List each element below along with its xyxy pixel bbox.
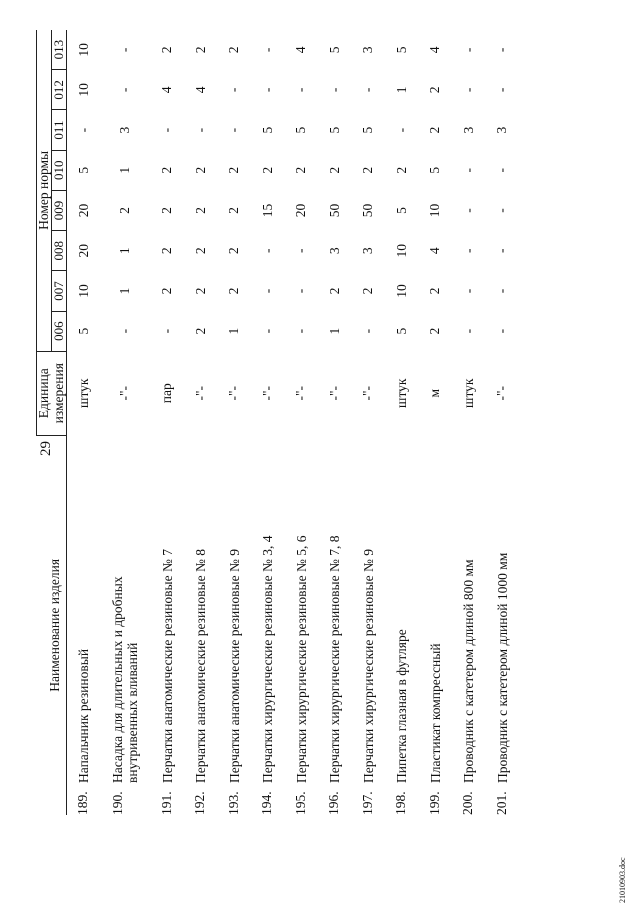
- row-value: 5: [393, 46, 409, 54]
- row-value: 20: [293, 203, 309, 218]
- header-unit-line2: измерения: [50, 363, 66, 424]
- row-value: -: [259, 248, 275, 253]
- row-value: -: [75, 127, 91, 133]
- row-value: 1: [117, 166, 133, 174]
- row-value: -: [259, 47, 275, 53]
- header-code: 008: [52, 231, 67, 271]
- row-value: 3: [117, 126, 133, 134]
- row-unit: штук: [393, 378, 409, 408]
- row-value: 10: [393, 243, 409, 258]
- table-row: [452, 30, 486, 815]
- row-name: Перчатки хирургические резиновые № 7, 8: [327, 535, 343, 783]
- row-value: 1: [226, 327, 242, 335]
- row-value: 5: [393, 207, 409, 214]
- row-name: Перчатки хирургические резиновые № 3, 4: [260, 535, 276, 783]
- row-value: 10: [75, 284, 91, 298]
- row-value: -: [159, 127, 175, 133]
- table-row: [284, 30, 318, 815]
- row-value: 4: [159, 86, 175, 94]
- row-value: 2: [192, 327, 208, 335]
- row-value: -: [117, 47, 133, 53]
- row-value: -: [494, 328, 510, 334]
- row-unit: штук: [75, 378, 91, 408]
- row-number: 200.: [460, 791, 476, 815]
- row-unit: пар: [159, 383, 175, 404]
- header-norm-group: Номер нормы: [37, 30, 52, 351]
- header-code: 011: [52, 110, 67, 150]
- row-value: 2: [427, 287, 443, 295]
- header-code: 006: [52, 311, 67, 351]
- row-value: -: [159, 328, 175, 334]
- row-value: 2: [360, 166, 376, 174]
- row-name: Пластикат компрессный: [427, 643, 443, 783]
- row-value: -: [460, 47, 476, 53]
- row-value: 2: [427, 86, 443, 94]
- row-name: Пипетка глазная в футляре: [394, 629, 410, 783]
- row-value: 10: [393, 284, 409, 298]
- row-value: 2: [393, 166, 409, 174]
- table-row: [485, 30, 519, 815]
- row-name: Напальчник резиновый: [76, 648, 92, 783]
- row-value: -: [393, 127, 409, 133]
- table-row: [351, 30, 385, 815]
- row-name: Перчатки хирургические резиновые № 5, 6: [293, 535, 309, 783]
- row-value: -: [259, 288, 275, 294]
- row-value: 2: [226, 247, 242, 255]
- row-value: 10: [75, 43, 91, 57]
- row-unit: -"-: [117, 385, 133, 401]
- row-value: 5: [393, 327, 409, 335]
- row-value: 15: [259, 203, 275, 218]
- row-value: 2: [427, 126, 443, 134]
- row-value: -: [460, 208, 476, 213]
- header-code: 010: [52, 150, 67, 190]
- footer-filename: 21010903.doc: [618, 857, 627, 903]
- row-value: -: [494, 288, 510, 294]
- row-value: -: [226, 127, 242, 133]
- row-value: 2: [226, 207, 242, 214]
- row-value: -: [326, 87, 342, 93]
- row-value: 2: [192, 207, 208, 214]
- row-value: -: [259, 328, 275, 334]
- row-unit: м: [427, 388, 443, 398]
- row-value: 10: [75, 83, 91, 97]
- table-row: [385, 30, 419, 815]
- row-value: -: [293, 328, 309, 334]
- row-value: -: [226, 87, 242, 93]
- header-code: 013: [52, 30, 67, 70]
- row-value: 2: [326, 287, 342, 295]
- table-row: [318, 30, 352, 815]
- row-value: 2: [159, 207, 175, 214]
- row-value: -: [360, 87, 376, 93]
- row-value: 1: [326, 327, 342, 335]
- row-value: -: [460, 248, 476, 253]
- row-value: 2: [159, 166, 175, 174]
- row-value: 3: [326, 247, 342, 255]
- row-unit: -"-: [293, 385, 309, 401]
- row-number: 191.: [158, 791, 174, 815]
- row-value: -: [460, 168, 476, 173]
- row-value: 2: [293, 166, 309, 174]
- row-value: 2: [427, 327, 443, 335]
- header-code: 007: [52, 271, 67, 311]
- row-name: Перчатки хирургические резиновые № 9: [360, 549, 376, 783]
- table-row: [184, 30, 218, 815]
- row-value: 5: [326, 46, 342, 54]
- row-value: 5: [427, 166, 443, 174]
- table-row: [100, 30, 150, 815]
- table-row: [418, 30, 452, 815]
- row-value: 5: [326, 126, 342, 134]
- row-value: 5: [75, 327, 91, 335]
- header-code: 012: [52, 70, 67, 110]
- row-number: 197.: [359, 791, 375, 815]
- row-value: 2: [192, 166, 208, 174]
- header-name: Наименование изделия: [37, 435, 67, 815]
- row-value: 2: [159, 247, 175, 255]
- row-value: -: [117, 328, 133, 334]
- row-value: 2: [326, 166, 342, 174]
- row-unit: -"-: [259, 385, 275, 401]
- row-number: 189.: [75, 791, 91, 815]
- row-name: Перчатки анатомические резиновые № 8: [193, 548, 209, 783]
- row-number: 201.: [493, 791, 509, 815]
- row-value: 2: [226, 46, 242, 54]
- row-value: 5: [293, 126, 309, 134]
- table-row: [66, 30, 100, 815]
- row-name: Проводник с катетером длиной 800 мм: [461, 559, 477, 783]
- row-value: -: [460, 288, 476, 294]
- row-value: 3: [360, 247, 376, 255]
- row-value: -: [494, 47, 510, 53]
- row-value: 3: [494, 126, 510, 134]
- row-number: 194.: [259, 791, 275, 815]
- row-value: -: [494, 248, 510, 253]
- row-value: -: [117, 87, 133, 93]
- row-number: 199.: [426, 791, 442, 815]
- row-unit: -"-: [494, 385, 510, 401]
- row-value: 2: [226, 166, 242, 174]
- page-number: 29: [38, 441, 54, 456]
- row-value: 2: [192, 46, 208, 54]
- row-value: -: [259, 87, 275, 93]
- row-number: 198.: [393, 791, 409, 815]
- table-row: [217, 30, 251, 815]
- row-number: 195.: [292, 791, 308, 815]
- row-value: 50: [326, 203, 342, 218]
- row-value: 1: [393, 86, 409, 94]
- row-value: 4: [293, 46, 309, 54]
- row-value: 2: [117, 207, 133, 214]
- row-value: -: [460, 328, 476, 334]
- row-value: 3: [360, 46, 376, 54]
- row-value: 4: [427, 247, 443, 255]
- row-number: 193.: [225, 791, 241, 815]
- row-value: 1: [117, 287, 133, 295]
- header-unit-line1: Единица: [36, 368, 52, 419]
- row-value: 5: [360, 126, 376, 134]
- row-value: -: [293, 87, 309, 93]
- row-value: 20: [75, 243, 91, 258]
- row-unit: -"-: [326, 385, 342, 401]
- row-value: 2: [159, 287, 175, 295]
- row-value: 50: [360, 203, 376, 218]
- row-value: -: [460, 87, 476, 93]
- row-value: 2: [159, 46, 175, 54]
- row-value: 3: [460, 126, 476, 134]
- row-value: 20: [75, 203, 91, 218]
- row-unit: -"-: [192, 385, 208, 401]
- row-value: 4: [427, 46, 443, 54]
- row-name: Проводник с катетером длиной 1000 мм: [494, 552, 510, 783]
- row-name: Перчатки анатомические резиновые № 7: [159, 548, 175, 783]
- row-value: 2: [226, 287, 242, 295]
- row-value: 5: [259, 126, 275, 134]
- norms-table: [36, 30, 519, 815]
- header-unit: [37, 351, 67, 435]
- table-row: [251, 30, 285, 815]
- row-value: -: [293, 248, 309, 253]
- row-value: 2: [192, 247, 208, 255]
- row-number: 192.: [192, 791, 208, 815]
- row-value: 10: [427, 203, 443, 218]
- row-unit: -"-: [360, 385, 376, 401]
- table-row: [150, 30, 184, 815]
- row-name: Насадка для длительных и дробных внутривенных вливаний: [109, 576, 141, 783]
- row-value: -: [494, 208, 510, 213]
- row-value: -: [192, 127, 208, 133]
- row-value: 2: [259, 166, 275, 174]
- row-value: -: [360, 328, 376, 334]
- row-unit: -"-: [226, 385, 242, 401]
- row-value: 5: [75, 166, 91, 174]
- row-number: 190.: [109, 791, 125, 815]
- row-value: -: [494, 168, 510, 173]
- row-value: -: [494, 87, 510, 93]
- header-code: 009: [52, 190, 67, 230]
- row-name: Перчатки анатомические резиновые № 9: [226, 548, 242, 783]
- row-value: -: [293, 288, 309, 294]
- row-value: 2: [192, 287, 208, 295]
- row-value: 4: [192, 86, 208, 94]
- row-value: 2: [360, 287, 376, 295]
- row-unit: штук: [460, 378, 476, 408]
- row-value: 1: [117, 247, 133, 255]
- row-number: 196.: [326, 791, 342, 815]
